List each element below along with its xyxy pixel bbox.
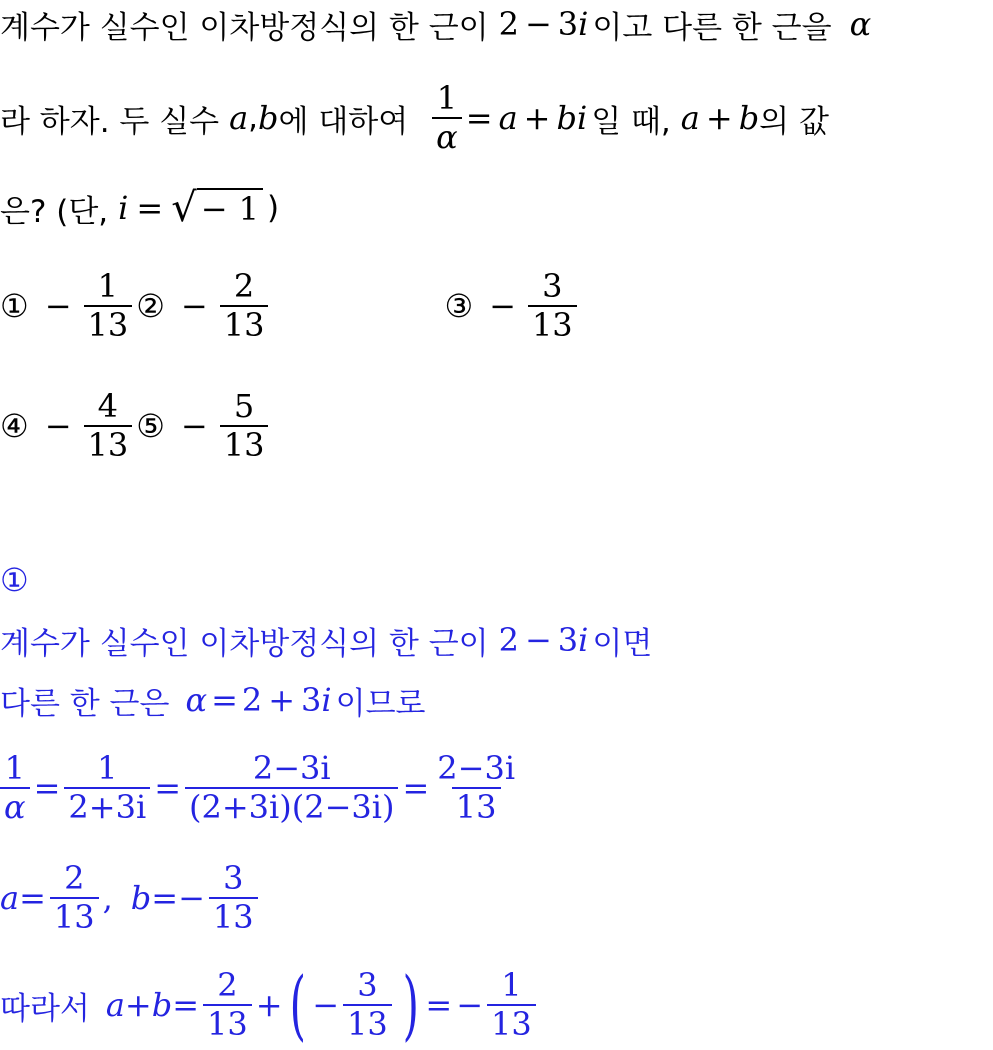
choice-mark: ③ [444, 287, 474, 325]
choice-mark: ④ [0, 407, 29, 445]
problem-text: , [248, 100, 259, 136]
choice-mark: ⑤ [136, 407, 165, 445]
choices-row-1 [0, 258, 581, 354]
solution-line-4: a = $\frac{2}{13}$ , b = − $\frac{3}{13}$ [0, 852, 262, 944]
math: 2 [498, 5, 519, 43]
fraction: $\frac{1}{\alpha}$ [0, 750, 30, 826]
choice-mark: ② [136, 287, 165, 325]
choice-1[interactable]: ① − $\frac{1}{13}$ [0, 268, 136, 344]
problem-line-3 [0, 182, 279, 234]
choice-3[interactable]: ③ − $\frac{3}{13}$ [444, 268, 580, 344]
problem-text: 계수가 실수인 이차방정식의 한 근이 [0, 9, 489, 46]
math: 3 [557, 5, 579, 43]
math: = [465, 99, 493, 137]
choice-5[interactable]: ⑤ − $\frac{5}{13}$ [136, 388, 272, 464]
math: a [680, 99, 700, 137]
choice-2[interactable]: ② − $\frac{2}{13}$ [136, 268, 272, 344]
problem-text: 의 값 [759, 103, 829, 140]
answer-mark: ① [0, 561, 29, 599]
solution-line-3: $\frac{1}{\alpha}$ = $\frac{1}{2+3i}$ = $\frac{2-3i}{(2+3i)(2-3i)}$ = $\frac{2-3i}{13}$ [0, 740, 523, 836]
problem-text: 일 때, [591, 103, 671, 140]
fraction: $\frac{3}{13}$ [209, 860, 258, 936]
math: b [258, 99, 279, 137]
fraction: $\frac{2-3i}{(2+3i)(2-3i)}$ [185, 750, 398, 826]
fraction: $\frac{1}{2+3i}$ [64, 750, 150, 826]
square-root: √ − 1 [171, 188, 263, 228]
math: = [136, 189, 164, 227]
problem-line-2 [0, 66, 829, 170]
math: i [578, 5, 589, 43]
choice-4[interactable]: ④ − $\frac{4}{13}$ [0, 388, 136, 464]
problem-text: 라 하자. 두 실수 [0, 103, 220, 140]
math: + [705, 99, 733, 137]
fraction: $\frac{3}{13}$ [343, 967, 392, 1043]
problem-text: 은? (단, [0, 193, 109, 230]
math: a [229, 99, 249, 137]
fraction: $\frac{5}{13}$ [220, 388, 269, 464]
problem-line-1 [0, 2, 871, 46]
fraction: $\frac{2}{13}$ [203, 967, 252, 1043]
solution-line-1: 계수가 실수인 이차방정식의 한 근이 2 − 3 i 이면 [0, 621, 653, 662]
math: + [523, 99, 551, 137]
problem-text: 에 대하여 [278, 103, 409, 140]
choice-mark: ① [0, 287, 29, 325]
solution-line-2: 다른 한 근은 α = 2 + 3 i 이므로 [0, 681, 426, 722]
problem-text: 이고 다른 한 근을 [592, 9, 832, 46]
fraction: $\frac{2}{13}$ [50, 860, 99, 936]
fraction: $\frac{2-3i}{13}$ [437, 749, 516, 826]
fraction: $\frac{1}{13}$ [84, 268, 133, 344]
fraction: $\frac{1}{13}$ [487, 967, 536, 1043]
choices-row-2 [0, 378, 272, 474]
solution-answer [0, 558, 29, 602]
problem-text: ) [266, 190, 280, 226]
math: b [738, 99, 760, 137]
fraction: $\frac{1}{\alpha}$ [432, 80, 462, 156]
math: a [498, 99, 518, 137]
solution-line-5: 따라서 a + b = $\frac{2}{13}$ + ( − $\frac{3}{13}$ ) = − $\frac{1}{13}$ [0, 960, 540, 1050]
fraction: $\frac{3}{13}$ [528, 268, 577, 344]
math: i [118, 189, 129, 227]
math: − [524, 5, 552, 43]
fraction: $\frac{2}{13}$ [220, 268, 269, 344]
fraction: $\frac{4}{13}$ [84, 388, 133, 464]
math: α [849, 5, 872, 43]
math: bi [556, 99, 588, 137]
